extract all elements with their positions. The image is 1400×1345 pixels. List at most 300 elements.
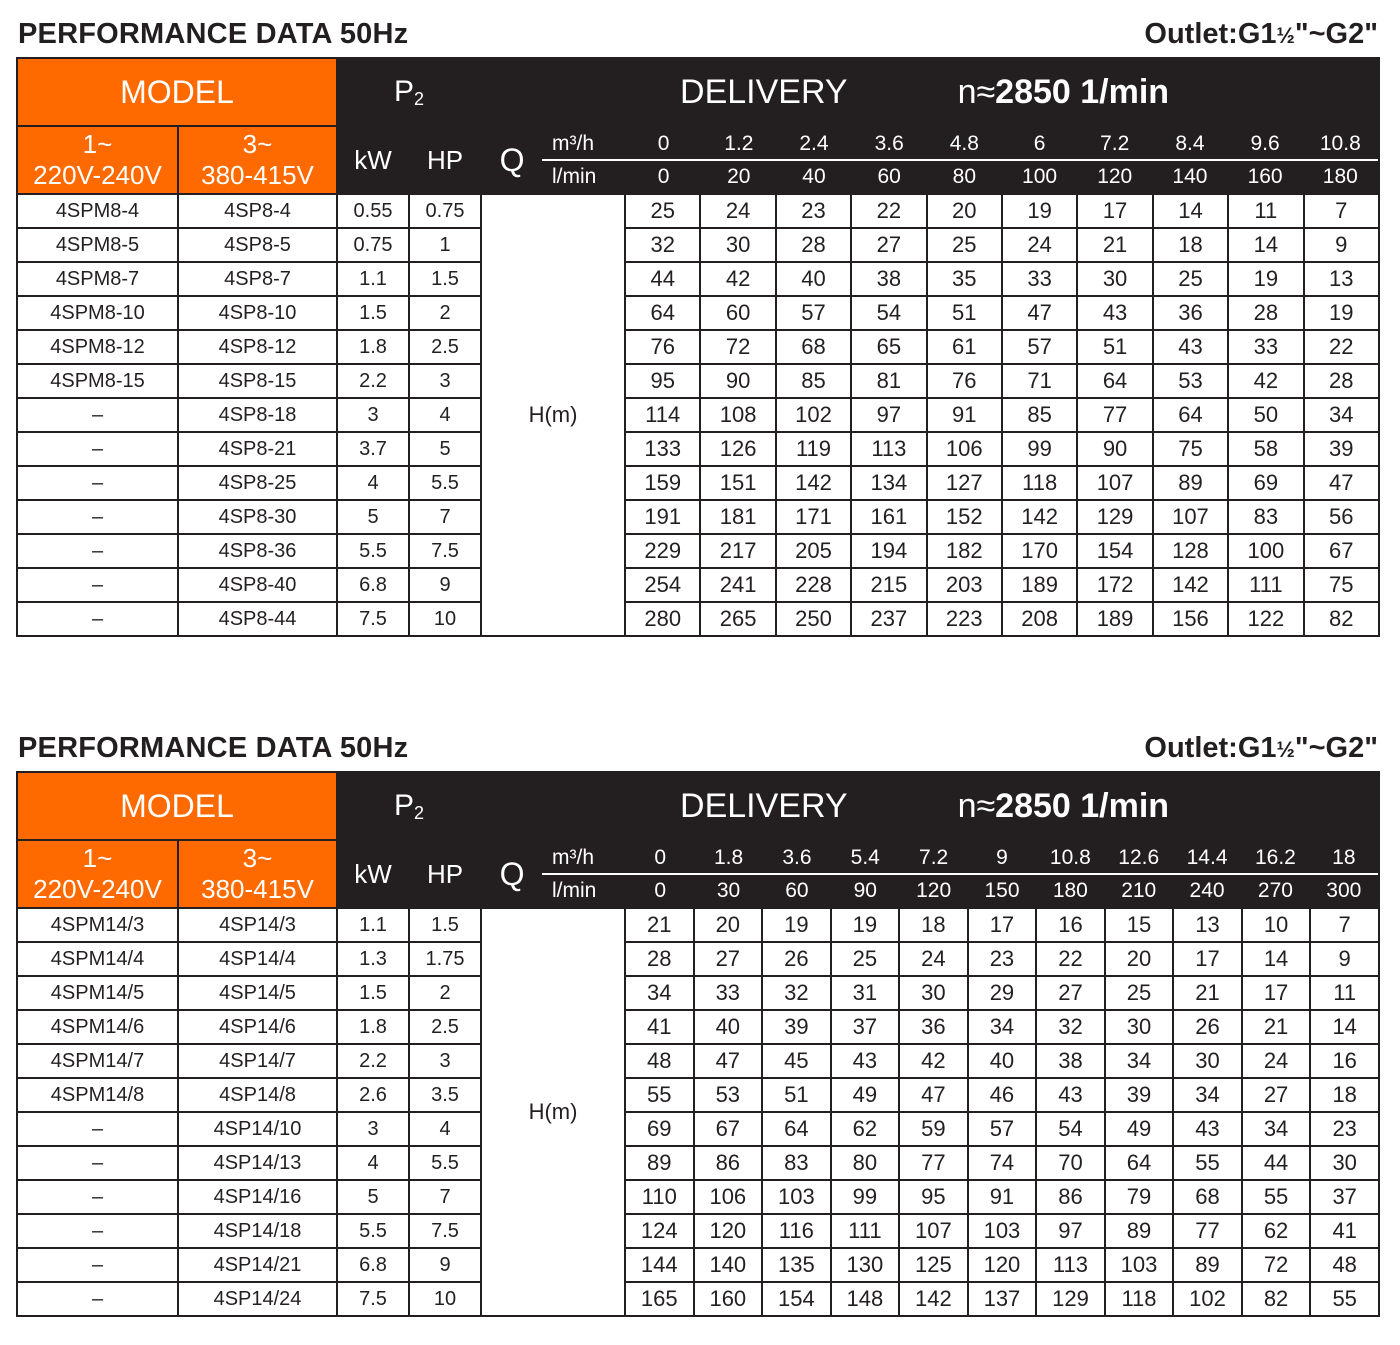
head-value: 7 [1310,908,1379,942]
speed-value: 2850 [995,786,1071,825]
three-phase-model: 4SP14/18 [178,1214,337,1248]
single-phase-voltage: 220V-240V [33,874,162,904]
speed-gap [1071,787,1080,825]
single-phase-model: 4SPM8-15 [17,364,178,398]
power-hp: 1.5 [409,908,481,942]
head-value: 107 [899,1214,968,1248]
power-hp: 5 [409,432,481,466]
power-hp: 3.5 [409,1078,481,1112]
flow-lmin-value: 20 [727,164,751,188]
head-value: 51 [927,296,1002,330]
head-value: 34 [625,976,694,1010]
head-value: 106 [694,1180,763,1214]
head-value: 64 [762,1112,831,1146]
power-kw: 3 [337,1112,409,1146]
head-value: 81 [851,364,926,398]
head-value: 38 [1036,1044,1105,1078]
table-row [17,942,1379,976]
head-value: 124 [625,1214,694,1248]
head-value: 16 [1310,1044,1379,1078]
head-value: 160 [694,1282,763,1316]
head-label: H(m) [481,194,625,636]
head-label: H(m) [481,908,625,1316]
head-value: 152 [927,500,1002,534]
head-value: 42 [899,1044,968,1078]
power-kw: 1.5 [337,976,409,1010]
three-phase-model: 4SP8-18 [178,398,337,432]
table-row [17,602,1379,636]
head-value: 125 [899,1248,968,1282]
head-value: 24 [700,194,775,228]
head-value: 15 [1105,908,1174,942]
performance-table [16,771,1380,1317]
head-value: 59 [899,1112,968,1146]
head-value: 45 [762,1044,831,1078]
head-value: 39 [1304,432,1379,466]
outlet-suffix: "~G2" [1294,18,1378,50]
head-value: 189 [1077,602,1152,636]
head-value: 223 [927,602,1002,636]
single-phase-model: 4SPM14/7 [17,1044,178,1078]
head-value: 122 [1228,602,1303,636]
table-row [17,1214,1379,1248]
head-value: 85 [776,364,851,398]
power-kw: 1.1 [337,262,409,296]
head-value: 142 [776,466,851,500]
head-value: 34 [1173,1078,1242,1112]
head-value: 99 [831,1180,900,1214]
unit-m3h: m³/h [542,842,626,874]
head-value: 25 [831,942,900,976]
power-hp: 2.5 [409,1010,481,1044]
head-value: 64 [625,296,700,330]
head-value: 22 [1304,330,1379,364]
outlet-prefix: Outlet:G1 [1144,732,1277,764]
head-value: 33 [1002,262,1077,296]
head-value: 108 [700,398,775,432]
single-phase-model: 4SPM14/6 [17,1010,178,1044]
head-value: 47 [694,1044,763,1078]
delivery-label: DELIVERY [680,72,848,111]
head-value: 46 [968,1078,1037,1112]
outlet-size [1144,732,1378,765]
single-phase-model: 4SPM8-4 [17,194,178,228]
three-phase-symbol: 3~ [242,129,273,159]
table-row [17,534,1379,568]
head-value: 40 [694,1010,763,1044]
head-value: 99 [1002,432,1077,466]
head-value: 27 [694,942,763,976]
flow-m3h-value: 0 [626,842,694,874]
three-phase-model: 4SP8-15 [178,364,337,398]
head-value: 37 [831,1010,900,1044]
p2-label: P [394,74,415,108]
single-phase-model: – [17,1248,178,1282]
power-kw: 1.8 [337,330,409,364]
three-phase-model: 4SP14/13 [178,1146,337,1180]
single-phase-model: – [17,568,178,602]
head-value: 65 [851,330,926,364]
head-value: 39 [762,1010,831,1044]
power-kw: 1.1 [337,908,409,942]
head-value: 62 [831,1112,900,1146]
unit-m3h: m³/h [542,128,626,160]
head-value: 43 [1153,330,1228,364]
head-value: 113 [851,432,926,466]
outlet-fraction: ½ [1276,737,1295,762]
head-value: 9 [1304,228,1379,262]
head-value: 28 [625,942,694,976]
head-value: 56 [1304,500,1379,534]
head-value: 241 [700,568,775,602]
outlet-size [1144,18,1378,51]
flow-m3h-value: 3.6 [763,842,831,874]
table-row [17,1146,1379,1180]
head-value: 208 [1002,602,1077,636]
head-value: 68 [1173,1180,1242,1214]
table-row [17,398,1379,432]
head-value: 95 [625,364,700,398]
flow-lmin-value: 240 [1189,878,1225,902]
head-value: 79 [1105,1180,1174,1214]
head-value: 43 [1173,1112,1242,1146]
head-value: 20 [927,194,1002,228]
power-hp: 1.5 [409,262,481,296]
performance-table [16,57,1380,637]
head-value: 24 [1242,1044,1311,1078]
flow-header [481,840,1379,908]
flow-lmin-value: 60 [877,164,901,188]
speed-label [958,787,1169,826]
flow-m3h-value: 3.6 [852,128,927,160]
head-value: 54 [851,296,926,330]
head-value: 47 [899,1078,968,1112]
head-value: 18 [1310,1078,1379,1112]
head-value: 42 [1228,364,1303,398]
flow-m3h-value: 10.8 [1303,128,1378,160]
power-kw: 5.5 [337,534,409,568]
head-value: 27 [1036,976,1105,1010]
head-value: 23 [968,942,1037,976]
head-value: 83 [1228,500,1303,534]
flow-m3h-value: 18 [1310,842,1378,874]
head-value: 32 [625,228,700,262]
flow-lmin-value: 100 [1022,164,1058,188]
head-value: 72 [700,330,775,364]
head-value: 19 [1002,194,1077,228]
power-kw: 0.55 [337,194,409,228]
flow-lmin-value: 120 [916,878,952,902]
head-value: 30 [700,228,775,262]
head-value: 110 [625,1180,694,1214]
head-value: 57 [1002,330,1077,364]
head-value: 36 [1153,296,1228,330]
power-hp: 0.75 [409,194,481,228]
head-value: 148 [831,1282,900,1316]
head-value: 86 [694,1146,763,1180]
single-phase-model: 4SPM14/4 [17,942,178,976]
head-value: 62 [1242,1214,1311,1248]
single-phase-model: 4SPM8-5 [17,228,178,262]
head-value: 144 [625,1248,694,1282]
power-kw: 3 [337,398,409,432]
head-value: 142 [1002,500,1077,534]
power-hp: 4 [409,1112,481,1146]
flow-grid [482,128,1378,192]
head-value: 14 [1242,942,1311,976]
head-value: 142 [899,1282,968,1316]
head-value: 154 [762,1282,831,1316]
outlet-fraction: ½ [1276,23,1295,48]
head-value: 90 [700,364,775,398]
unit-lmin: l/min [552,878,597,902]
single-phase-symbol: 1~ [82,843,113,873]
three-phase-model: 4SP14/5 [178,976,337,1010]
table-row [17,1180,1379,1214]
power-kw: 5.5 [337,1214,409,1248]
head-value: 41 [1310,1214,1379,1248]
head-value: 229 [625,534,700,568]
p2-label: P [394,788,415,822]
head-value: 44 [625,262,700,296]
power-hp: 1 [409,228,481,262]
head-value: 42 [700,262,775,296]
table-row [17,1282,1379,1316]
flow-header [481,126,1379,194]
power-hp: 2 [409,296,481,330]
head-value: 16 [1036,908,1105,942]
head-value: 28 [1304,364,1379,398]
head-value: 154 [1077,534,1152,568]
single-phase-model: 4SPM14/8 [17,1078,178,1112]
head-value: 36 [899,1010,968,1044]
head-value: 23 [1310,1112,1379,1146]
single-phase-model: – [17,432,178,466]
three-phase-header [178,840,337,908]
head-value: 37 [1310,1180,1379,1214]
power-kw: 5 [337,1180,409,1214]
flow-m3h-value: 1.8 [694,842,762,874]
head-value: 43 [1036,1078,1105,1112]
head-value: 24 [1002,228,1077,262]
p2-subscript: 2 [414,88,425,109]
head-value: 103 [1105,1248,1174,1282]
flow-lmin-value: 90 [853,878,877,902]
head-value: 217 [700,534,775,568]
head-value: 95 [899,1180,968,1214]
power-kw: 7.5 [337,602,409,636]
power-hp: 9 [409,1248,481,1282]
head-value: 134 [851,466,926,500]
head-value: 10 [1242,908,1311,942]
three-phase-model: 4SP8-36 [178,534,337,568]
flow-lmin-value: 270 [1257,878,1293,902]
head-value: 35 [927,262,1002,296]
flow-m3h-value: 8.4 [1152,128,1227,160]
power-kw: 2.2 [337,364,409,398]
single-phase-model: 4SPM14/3 [17,908,178,942]
three-phase-model: 4SP14/7 [178,1044,337,1078]
flow-lmin-value: 60 [785,878,809,902]
head-value: 228 [776,568,851,602]
head-value: 17 [1242,976,1311,1010]
head-value: 57 [968,1112,1037,1146]
table-row [17,1078,1379,1112]
head-value: 55 [1173,1146,1242,1180]
head-value: 89 [1105,1214,1174,1248]
table-row [17,1010,1379,1044]
p2-header [337,58,481,126]
table-row [17,364,1379,398]
flow-m3h-value: 4.8 [927,128,1002,160]
page-title: PERFORMANCE DATA 50Hz [18,18,409,50]
head-value: 159 [625,466,700,500]
flow-m3h-value: 0 [626,128,701,160]
head-value: 76 [927,364,1002,398]
head-value: 130 [831,1248,900,1282]
head-value: 72 [1242,1248,1311,1282]
head-value: 90 [1077,432,1152,466]
speed-unit: 1/min [1080,786,1170,825]
head-value: 39 [1105,1078,1174,1112]
head-value: 17 [1077,194,1152,228]
single-phase-model: 4SPM14/5 [17,976,178,1010]
head-value: 165 [625,1282,694,1316]
power-kw: 4 [337,466,409,500]
flow-lmin-value: 160 [1247,164,1283,188]
head-value: 75 [1153,432,1228,466]
power-hp: 5.5 [409,466,481,500]
delivery-header [481,772,1379,840]
head-value: 55 [1242,1180,1311,1214]
head-value: 40 [968,1044,1037,1078]
head-value: 103 [968,1214,1037,1248]
kw-header: kW [337,126,409,194]
single-phase-model: – [17,1112,178,1146]
head-value: 70 [1036,1146,1105,1180]
head-value: 129 [1077,500,1152,534]
head-value: 151 [700,466,775,500]
head-value: 22 [1036,942,1105,976]
flow-lmin-value: 40 [802,164,826,188]
table-row [17,466,1379,500]
head-value: 172 [1077,568,1152,602]
three-phase-model: 4SP8-5 [178,228,337,262]
flow-m3h-value: 10.8 [1036,842,1104,874]
head-value: 107 [1077,466,1152,500]
head-value: 48 [1310,1248,1379,1282]
power-hp: 10 [409,1282,481,1316]
flow-lmin-value: 0 [654,878,667,902]
head-value: 11 [1310,976,1379,1010]
three-phase-header [178,126,337,194]
single-phase-model: – [17,1146,178,1180]
head-value: 91 [927,398,1002,432]
head-value: 30 [1310,1146,1379,1180]
power-kw: 1.5 [337,296,409,330]
power-hp: 5.5 [409,1146,481,1180]
head-value: 97 [851,398,926,432]
head-value: 43 [831,1044,900,1078]
speed-gap [1071,73,1080,111]
flow-grid [482,842,1378,906]
power-hp: 7 [409,1180,481,1214]
head-value: 182 [927,534,1002,568]
three-phase-model: 4SP8-10 [178,296,337,330]
speed-unit: 1/min [1080,72,1170,111]
head-value: 67 [694,1112,763,1146]
head-value: 75 [1304,568,1379,602]
head-value: 128 [1153,534,1228,568]
model-header: MODEL [17,772,337,840]
flow-lmin-value: 180 [1322,164,1358,188]
head-value: 71 [1002,364,1077,398]
head-value: 133 [625,432,700,466]
q-label: Q [499,141,525,178]
head-value: 51 [1077,330,1152,364]
power-hp: 2 [409,976,481,1010]
power-hp: 7.5 [409,1214,481,1248]
head-value: 26 [1173,1010,1242,1044]
power-hp: 9 [409,568,481,602]
table-row [17,330,1379,364]
head-value: 120 [694,1214,763,1248]
hp-header: HP [409,126,481,194]
head-value: 26 [762,942,831,976]
head-value: 68 [776,330,851,364]
power-hp: 10 [409,602,481,636]
head-value: 32 [1036,1010,1105,1044]
head-value: 171 [776,500,851,534]
power-kw: 2.2 [337,1044,409,1078]
power-hp: 4 [409,398,481,432]
flow-lmin-value: 0 [657,164,670,188]
three-phase-model: 4SP14/4 [178,942,337,976]
table-row [17,1248,1379,1282]
head-value: 111 [831,1214,900,1248]
table-row [17,296,1379,330]
three-phase-model: 4SP8-40 [178,568,337,602]
head-value: 14 [1153,194,1228,228]
head-value: 44 [1242,1146,1311,1180]
head-value: 21 [1242,1010,1311,1044]
head-value: 49 [831,1078,900,1112]
head-value: 34 [1304,398,1379,432]
head-value: 127 [927,466,1002,500]
three-phase-model: 4SP8-7 [178,262,337,296]
single-phase-header [17,840,178,908]
power-hp: 2.5 [409,330,481,364]
single-phase-model: – [17,1180,178,1214]
head-value: 9 [1310,942,1379,976]
head-value: 38 [851,262,926,296]
head-value: 18 [899,908,968,942]
three-phase-model: 4SP14/24 [178,1282,337,1316]
head-value: 48 [625,1044,694,1078]
single-phase-model: – [17,602,178,636]
flow-lmin-value: 300 [1326,878,1362,902]
flow-lmin-value: 140 [1172,164,1208,188]
head-value: 181 [700,500,775,534]
head-value: 58 [1228,432,1303,466]
head-value: 30 [1173,1044,1242,1078]
model-header: MODEL [17,58,337,126]
flow-lmin-value: 150 [984,878,1020,902]
head-value: 22 [851,194,926,228]
power-kw: 4 [337,1146,409,1180]
head-value: 40 [776,262,851,296]
head-value: 7 [1304,194,1379,228]
